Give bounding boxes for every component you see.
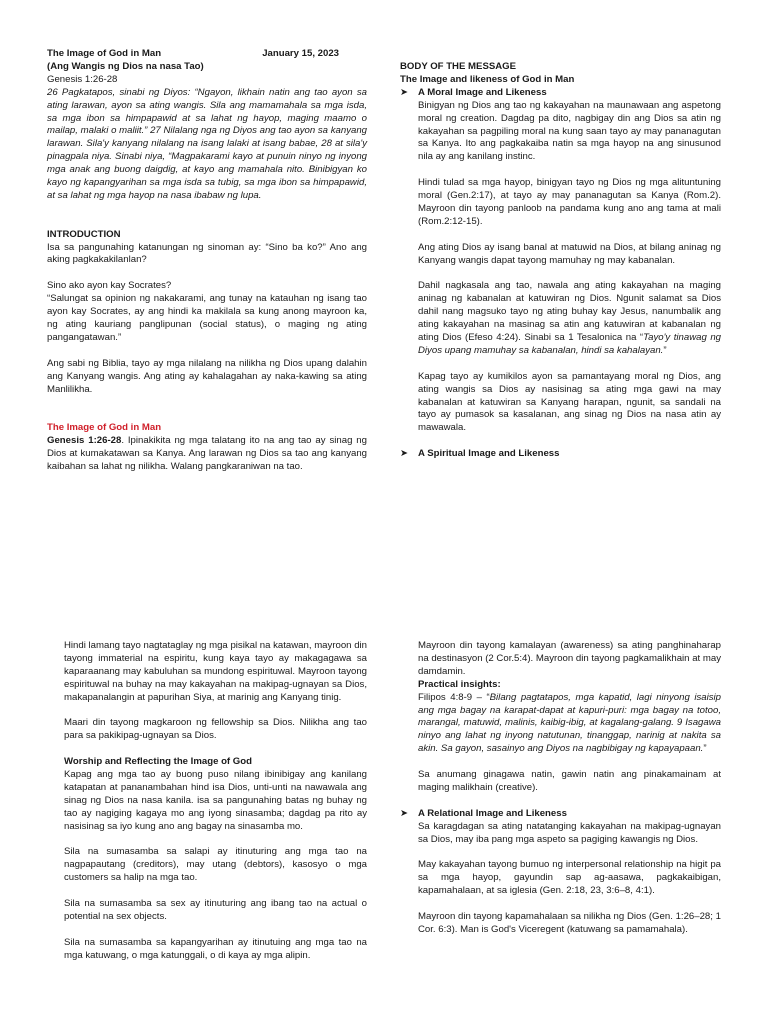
worship-heading: Worship and Reflecting the Image of God bbox=[64, 756, 252, 768]
genesis-reference: Genesis 1:26-28 bbox=[47, 435, 122, 447]
body-heading: BODY OF THE MESSAGE bbox=[400, 61, 517, 72]
genesis-paragraph bbox=[47, 435, 367, 474]
spiritual-paragraph-1: Hindi lamang tayo nagtataglay ng mga pisikal na katawan, mayroon din tayong immaterial na espiritu, kung kaya tayo ay makagagawa sa kaparaanang may kabuluhan sa mundong espirituwal. Mayroon tayong espirituwal na buhay na may kakayahan na makipag-ugnayan sa Dios, makapanalangin at papurihan Siya, at marinig ang Kanyang tinig. bbox=[64, 640, 367, 703]
image-of-god-heading: The Image of God in Man bbox=[47, 422, 162, 434]
intro-paragraph-2: “Salungat sa opinion ng nakakarami, ang tunay na katauhan ng isang tao ayon kay Socrates, ay ang hindi ka makilala sa kung anong mayroon ka, ng ating kauriang panglipunan (social status), o maging ng ating pangangatawan.” bbox=[47, 293, 367, 343]
page2-left-column bbox=[64, 640, 367, 963]
arrowhead-bullet-icon: ➤ bbox=[400, 807, 409, 819]
title-row bbox=[47, 48, 367, 61]
worship-paragraph-4: Sila na sumasamba sa kapangyarihan ay itinutuing ang mga tao na mga katuwang, o mga katunggali, o di kaya ay mga alipin. bbox=[64, 936, 367, 961]
worship-paragraph-2: Sila na sumasamba sa salapi ay itinuturing ang mga tao na nagpapautang (creditors), may utang (debtors), kasosyo o mga customers sa halip na mga tao. bbox=[64, 846, 367, 884]
moral-paragraph-4 bbox=[418, 280, 721, 357]
filipos-paragraph bbox=[418, 692, 721, 757]
sermon-date: January 15, 2023 bbox=[262, 48, 339, 59]
spiritual-paragraph-2: Maari din tayong magkaroon ng fellowship sa Dios. Nilikha ang tao para sa pakikipag-ugnayan sa Dios. bbox=[64, 717, 367, 742]
worship-paragraph-3: Sila na sumasamba sa sex ay itinuturing ang ibang tao na actual o potential na sex objects. bbox=[64, 898, 367, 922]
genesis-text: . Ipinakikita ng mga talatang ito na ang tao ay sinag ng Dios at kumakatawan sa Kanya. Ang larawan ng Dios sa tao ang kanyang kaibahan sa lahat ng nilikha. Walang pangkaraniwan na tao. bbox=[47, 435, 367, 472]
moral-heading bbox=[400, 87, 721, 100]
moral-heading-label: A Moral Image and Likeness bbox=[418, 86, 547, 98]
relational-paragraph-3: Mayroon din tayong kapamahalaan sa nilikha ng Dios (Gen. 1:26–28; 1 Cor. 6:3). Man is God's Viceregent (katuwang sa pamamahala). bbox=[418, 910, 721, 935]
intro-paragraph-3: Ang sabi ng Biblia, tayo ay mga nilalang na nilikha ng Dios upang dalahin ang Kanyang wangis. Ang ating ay kahalagahan ay naka-kawing sa ating Manlilikha. bbox=[47, 357, 367, 395]
filipos-end: ” bbox=[703, 743, 707, 755]
arrowhead-bullet-icon: ➤ bbox=[400, 86, 409, 98]
page2-right-column bbox=[400, 640, 721, 937]
moral-paragraph-1: Binigyan ng Dios ang tao ng kakayahan na maunawaan ang aspetong moral ng creation. Dagdag pa dito, nagbigay din ang Dios sa atin ng kakayahan sa pagpiling moral na kung saan tayo ay may pananagutan sa Kanya. Ito ang pagkakaiba natin sa mga hayop na ang sinusunod nila ay ang kanilang instinc. bbox=[418, 99, 721, 163]
moral-p4-text: Dahil nagkasala ang tao, nawala ang ating kakayahan na maging aninag ng kabanalan at katuwiran ng Dios. Ngunit salamat sa Dios dahil nang magsuko tayo ng ating buhay kay Jesus, nanumbalik ang ating kakayahan na masinag sa atin ang katuwiran at kabanalan ng ating Dios (Efeso 4:24). Sinabi sa 1 Tesalonica na “ bbox=[418, 280, 721, 343]
socrates-heading: Sino ako ayon kay Socrates? bbox=[47, 280, 172, 292]
awareness-paragraph: Mayroon din tayong kamalayan (awareness) sa ating panghinaharap na destinasyon (2 Cor.5:4). Mayroon din tayong pagkamalikhain at may damdamin. bbox=[418, 640, 721, 677]
relational-paragraph-1: Sa karagdagan sa ating natatanging kakayahan na makipag-ugnayan sa Dios, may iba pang mga aspeto sa pagiging kawangis ng Dios. bbox=[418, 820, 721, 845]
moral-p4-quote: Tayo'y tinawag ng Diyos upang mamuhay sa kabanalan, hindi sa kahalayan. bbox=[418, 331, 722, 356]
moral-paragraph-5: Kapag tayo ay kumikilos ayon sa pamantayang moral ng Dios, ang ating wangis sa Dios ay nasisinag sa ating mga gawi na may kabanalan at katuwiran sa Kanyang harapan, ngunit, sa sandali na tayo ay pumasok sa kasalanan, ang sinag ng Dios na nasa atin ay mawawala. bbox=[418, 370, 721, 434]
sermon-subtitle: (Ang Wangis ng Dios na nasa Tao) bbox=[47, 60, 204, 72]
sermon-title: The Image of God in Man bbox=[47, 48, 162, 59]
scripture-verse: 26 Pagkatapos, sinabi ng Diyos: “Ngayon, likhain natin ang tao ayon sa ating larawan, ayon sa ating wangis. Sila ang mamamahala sa mga isda, sa mga ibon sa himpapawid at sa lahat ng hayop, maging maamo o mailap, malaki o maliit.” 27 Nilalang nga ng Diyos ang tao ayon sa kanyang larawan. Sila'y kanyang nilalang na isang lalaki at isang babae, 28 at sila'y pinagpala niya. Sinabi niya, “Magpakarami kayo at punuin ninyo ng inyong mga anak ang buong daigdig, at kayo ang mamahala nito. Binibigyan ko kayo ng kapangyarihan sa mga isda sa tubig, sa mga ibon sa himpapawid, at sa lahat ng mga hayop na nasa ibabaw ng lupa. bbox=[47, 86, 367, 201]
creative-paragraph: Sa anumang ginagawa natin, gawin natin ang pinakamainam at maging malikhain (creative). bbox=[418, 769, 721, 793]
page1-right-column bbox=[400, 61, 721, 461]
introduction-heading: INTRODUCTION bbox=[47, 228, 121, 240]
relational-paragraph-2: May kakayahan tayong bumuo ng interpersonal relationship na higit pa sa mga hayop, gayundin sap ag-aasawa, pagkakaibigan, kapamahalaan, at sa iglesia (Gen. 2:18, 23, 3:6–8, 4:1). bbox=[418, 859, 721, 897]
relational-heading-label: A Relational Image and Likeness bbox=[418, 807, 567, 819]
moral-p4-end: ” bbox=[663, 344, 667, 356]
page1-left-column bbox=[47, 48, 367, 474]
spiritual-heading-label: A Spiritual Image and Likeness bbox=[418, 448, 560, 460]
intro-paragraph-1: Isa sa pangunahing katanungan ng sinoman ay: “Sino ba ko?” Ano ang aking pagkakakilanlan? bbox=[47, 241, 367, 266]
filipos-quote: Bilang pagtatapos, mga kapatid, lagi ninyong isaisip ang mga bagay na karapat-dapat at kapuri-puri: mga bagay na totoo, marangal, matuwid, malinis, kaibig-ibig, at kagalang-galang. 9 Isagawa ninyo ang lahat ng inyong natutunan, tinanggap, narinig at nakita sa akin. Sa gayon, sasainyo ang Diyos na nagbibigay ng kapayapaan. bbox=[418, 691, 721, 755]
worship-paragraph-1: Kapag ang mga tao ay buong puso nilang ibinibigay ang kanilang katapatan at pananambahan hind isa Dios, unti-unti na nawawala ang sinag ng Dios na nasa kanila. isa sa pangunahing batas ng buhay ng tao ay nagiging kagaya mo ang iyong sinasamba; dagdag pa rito ay nasisinag sa iyo kung ano ang bagay na sinasamba mo. bbox=[64, 769, 367, 832]
filipos-reference: Filipos 4:8-9 – “ bbox=[418, 691, 490, 703]
moral-paragraph-2: Hindi tulad sa mga hayop, binigyan tayo ng Dios ng mga alituntuning moral (Gen.2:17), at tayo ay may pananagutan sa Kanya (Rom.2). Mayroon din tayong panloob na pandama kung ano ang tama at mali (Rom.2:12-15). bbox=[418, 177, 721, 227]
spiritual-heading bbox=[400, 448, 721, 461]
practical-insights-heading: Practical insights: bbox=[418, 678, 501, 690]
arrowhead-bullet-icon: ➤ bbox=[400, 448, 409, 460]
moral-paragraph-3: Ang ating Dios ay isang banal at matuwid na Dios, at bilang aninag ng Kanyang wangis dapat tayong mamuhay ng may kabanalan. bbox=[418, 241, 721, 266]
relational-heading bbox=[400, 808, 721, 821]
body-subheading: The Image and likeness of God in Man bbox=[400, 73, 575, 85]
scripture-reference: Genesis 1:26-28 bbox=[47, 73, 118, 85]
